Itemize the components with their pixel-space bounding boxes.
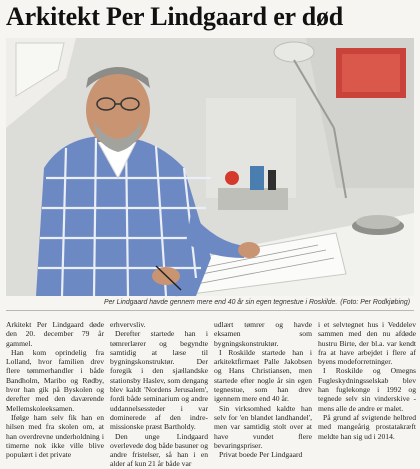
paragraph: Sin virksomhed kaldte han selv for 'en blandet landhandel', men var samtidig stolt over at have vundet flere bevaringspriser. xyxy=(214,403,312,450)
headline: Arkitekt Per Lindgaard er død xyxy=(6,2,344,31)
photo-credit: (Foto: Per Rodkjøbing) xyxy=(340,299,410,306)
paragraph: Ifølge ham selv fik han en hilsen med fra skolen om, at han overdrevne underholdning i timerne nok ikke ville blive populært i det private xyxy=(6,412,104,460)
paragraph: Privat boede Per Lindgaard xyxy=(219,450,303,460)
paragraph: udlært tømrer og havde eksamen som bygningskonstruktør. xyxy=(214,320,312,348)
article-column-2 xyxy=(110,320,208,469)
caption-text: Per Lindgaard havde gennem mere end 40 år sin egen tegnestue i Roskilde. xyxy=(104,299,338,306)
paragraph: På grund af svigtende helbred med mangeårig prostatakræft meldte han sig ud i 2014. xyxy=(318,412,416,441)
article-column-1 xyxy=(6,320,104,460)
article-photo xyxy=(6,38,414,296)
paragraph: Han kom oprindelig fra Lolland, hvor familien drev flere tømmerhandler i både Bandholm, Maribo og Rødby, hvor han gik på Byskolen og derefter med den daværende Mellemskoleeksamen. xyxy=(6,347,104,413)
paragraph: erhvervsliv. xyxy=(110,320,146,329)
paragraph: Den unge Lindgaard overlevede dog både basuner og andre fristelser, så han i en alder af kun 21 år både var xyxy=(110,431,208,469)
paragraph: Derefter startede han i tømrerlærer og begyndte samtidig at læse til bygningskonstruktør. Der foregik i den sjællandske stationsby Haslev, som dengang blev kaldt 'Nordens Jerusalem', fordi både seminarium og andre uddannelsessteder i var dominerede af den indre-missionske præst Bartholdy. xyxy=(110,329,208,432)
paragraph: I Roskilde og Omegns Fugleskydningsselskab blev han fuglekonge i 1992 og tegnede selv sin vinderskive - mens alle de andre er malet. xyxy=(318,366,416,413)
paragraph: I Roskilde startede han i arkitektfirmaet Palle Jakobsen og Hans Christiansen, men startede efter nogle år sin egen tegnestue, som han drev igennem mere end 40 år. xyxy=(214,347,312,404)
article-column-3 xyxy=(214,320,312,460)
caption-divider xyxy=(6,310,414,311)
paragraph: Arkitekt Per Lindgaard døde den 20. december 79 år gammel. xyxy=(6,320,104,348)
paragraph: i et selvtegnet hus i Veddelev sammen med den nu afdøde hustru Birte, der bl.a. var kendt fra at have arbejdet i flere af byens modeforretninger. xyxy=(318,320,416,367)
article-column-4 xyxy=(318,320,416,460)
photo-illustration xyxy=(6,38,414,296)
